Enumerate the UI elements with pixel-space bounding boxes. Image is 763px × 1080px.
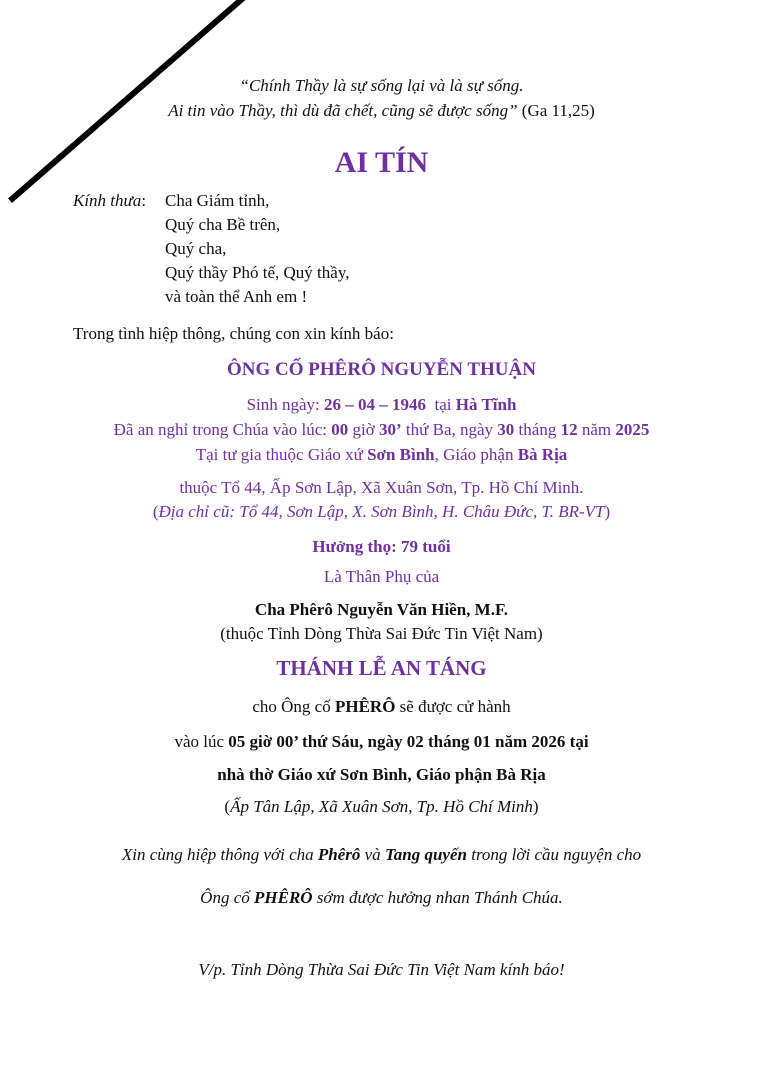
death-weekday: thứ Ba, ngày xyxy=(401,420,498,439)
funeral-heading: THÁNH LỄ AN TÁNG xyxy=(276,656,487,680)
recipient-item: Quý cha, xyxy=(165,239,227,258)
death-month: 12 xyxy=(560,420,578,439)
closing-line2-c: sớm được hưởng nhan Thánh Chúa. xyxy=(312,888,563,907)
closing-line2 xyxy=(0,888,763,908)
death-hour-unit: giờ xyxy=(348,420,379,439)
recipient-item: Cha Giám tỉnh, xyxy=(165,191,270,210)
funeral-time-line xyxy=(0,732,763,752)
location-prefix: Tại tư gia thuộc Giáo xứ xyxy=(195,445,368,464)
death-day: 30 xyxy=(497,420,515,439)
funeral-address-line xyxy=(0,797,763,817)
closing-line1-d: Tang quyến xyxy=(384,845,467,864)
address-line: thuộc Tổ 44, Ấp Sơn Lập, Xã Xuân Sơn, Tp. Hồ Chí Minh. xyxy=(179,478,584,497)
death-prefix: Đã an nghỉ trong Chúa vào lúc: xyxy=(113,420,332,439)
closing-line1-b: Phêrô xyxy=(317,845,361,864)
death-year: 2025 xyxy=(615,420,650,439)
death-hour: 00 xyxy=(331,420,349,439)
birth-mid: tại xyxy=(426,395,456,414)
old-address: Địa chỉ cũ: Tổ 44, Sơn Lập, X. Sơn Bình, H. Châu Đức, T. BR-VT xyxy=(158,502,605,521)
scripture-quote-line2 xyxy=(0,101,763,121)
parish-name: Sơn Bình xyxy=(367,445,435,464)
deceased-name: ÔNG CỐ PHÊRÔ NGUYỄN THUẬN xyxy=(227,359,536,380)
recipient-list xyxy=(165,189,349,309)
funeral-time: 05 giờ 00’ thứ Sáu, ngày 02 tháng 01 năm 2026 tại xyxy=(228,732,589,751)
funeral-line1-suffix: sẽ được cử hành xyxy=(395,697,511,716)
funeral-line1-prefix: cho Ông cố xyxy=(252,697,335,716)
location-line xyxy=(0,445,763,465)
closing-line1-e: trong lời cầu nguyện cho xyxy=(466,845,642,864)
birth-line xyxy=(0,395,763,415)
greeting-colon: : xyxy=(141,191,147,210)
scripture-reference: (Ga 11,25) xyxy=(517,101,595,120)
location-mid: , Giáo phận xyxy=(434,445,518,464)
page-title: AI TÍN xyxy=(334,146,429,179)
funeral-line1-name: PHÊRÔ xyxy=(334,697,396,716)
funeral-line1 xyxy=(0,697,763,717)
greeting-label-row xyxy=(73,189,146,213)
scripture-quote-text: Ai tin vào Thầy, thì dù đã chết, cũng sẽ được sống” xyxy=(168,101,518,120)
closing-line1 xyxy=(0,845,763,865)
funeral-address-close: ) xyxy=(532,797,539,816)
relation-line: Là Thân Phụ của xyxy=(323,567,440,586)
birth-date: 26 – 04 – 1946 xyxy=(324,395,427,414)
old-address-close: ) xyxy=(604,502,611,521)
age-line: Hưởng thọ: 79 tuổi xyxy=(312,537,451,556)
signature: V/p. Tỉnh Dòng Thừa Sai Đức Tin Việt Nam kính báo! xyxy=(198,960,565,979)
closing-line2-b: PHÊRÔ xyxy=(254,888,313,907)
old-address-open: ( xyxy=(152,502,159,521)
old-address-line xyxy=(0,502,763,522)
funeral-place: nhà thờ Giáo xứ Sơn Bình, Giáo phận Bà Rịa xyxy=(217,765,546,784)
greeting-label: Kính thưa xyxy=(73,191,142,210)
scripture-quote-line1: “Chính Thầy là sự sống lại và là sự sống. xyxy=(239,76,524,95)
funeral-address: Ấp Tân Lập, Xã Xuân Sơn, Tp. Hồ Chí Minh xyxy=(230,797,533,816)
birth-place: Hà Tĩnh xyxy=(455,395,517,414)
closing-line1-a: Xin cùng hiệp thông với cha xyxy=(121,845,318,864)
closing-line1-c: và xyxy=(360,845,385,864)
funeral-time-prefix: vào lúc xyxy=(174,732,229,751)
recipient-item: và toàn thể Anh em ! xyxy=(165,287,308,306)
recipient-item: Quý thầy Phó tế, Quý thầy, xyxy=(165,263,350,282)
death-month-word: tháng xyxy=(514,420,561,439)
funeral-address-open: ( xyxy=(224,797,231,816)
son-name: Cha Phêrô Nguyễn Văn Hiền, M.F. xyxy=(254,600,509,619)
death-year-word: năm xyxy=(577,420,616,439)
birth-prefix: Sinh ngày: xyxy=(246,395,325,414)
son-affiliation: (thuộc Tỉnh Dòng Thừa Sai Đức Tin Việt Nam) xyxy=(220,624,543,643)
death-line xyxy=(0,420,763,440)
death-minute: 30’ xyxy=(379,420,402,439)
closing-line2-a: Ông cố xyxy=(200,888,254,907)
diocese-name: Bà Rịa xyxy=(517,445,568,464)
recipient-item: Quý cha Bề trên, xyxy=(165,215,281,234)
intro-text: Trong tình hiệp thông, chúng con xin kính báo: xyxy=(73,324,394,343)
